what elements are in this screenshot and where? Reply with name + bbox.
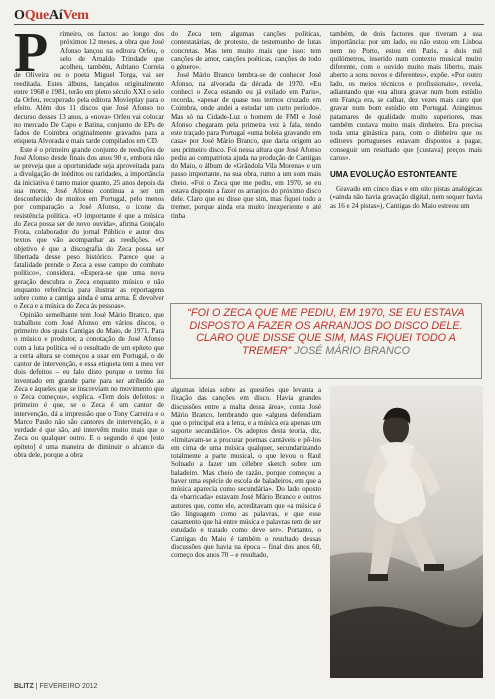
paragraph: Gravado em cinco dias e em oito pistas analógicas («ainda não havia gravação digital, nem sequer havia as 16 e 24 pistas»), Cantigas do Maio estreou um <box>330 185 482 210</box>
pull-quote-attribution: JOSÉ MÁRIO BRANCO <box>294 344 410 357</box>
paragraph: algumas ideias sobre as questões que levanta a fixação das canções em disco. Havia grandes discussões entre a malta dessa área», conta José Mário Branco, lembrando que «alguns defendiam que o principal era a letra, e a música era apenas um suporte secundário». Os adeptos desta teoria, diz, «limitavam-se a procurar poemas cantáveis e pô-los em cima de uma música qualquer, secundarizando totalmente a parte musical, o que levou o Raul Solnado a fazer um célebre sketch sobre um baladeiro. Mas cheio de razão, porque começou a haver uma espécie de escola de baladeiros, em que a música aparecia como secundária». Do lado oposto da «barricada» estavam José Mário Branco e outros autores que, como ele, acreditavam que «a música é tão linguagem como as palavras, e que esse casamento que há entre música e palavras tem de ser estudado e tratado como deve ser». Portanto, o Cantigas do Maio é também o resultado dessas discussões que havia na época – final dos anos 60, começo dos anos 70 – e resultado, <box>171 386 321 559</box>
separator: | <box>35 683 40 690</box>
pull-quote <box>170 303 482 379</box>
title-word-ai: Aí <box>49 8 63 23</box>
page-footer <box>14 683 484 695</box>
article-column-3 <box>330 30 482 298</box>
title-word-que: Que <box>24 8 49 23</box>
artist-photo <box>330 386 483 678</box>
paragraph: José Mário Branco lembra-se de conhecer José Afonso, na alvorada da década de 1970. «Eu conheci o Zeca estando eu já exilado em Paris», recorda, «apesar de quase nos termos cruzado em Coimbra, onde andei a estudar um curto período». Mas só na Cidade-Luz o homem de FMI e José Afonso chegaram pela primeira vez à fala, tendo este traçado para Portugal «uma boleia gravando em casa» por José Mário Branco, que daria origem ao seu primeiro disco. Foi nessa altura que José Afonso pediu ao compatriota ajuda na produção de Cantigas do Maio, o álbum de «Grândola Vila Morena» e um passo importante, na sua obra, rumo a um som mais cheio. «Foi o Zeca que me pediu, em 1970, se eu estava disposto a fazer os arranjos do próximo disco dele. Claro que eu disse que sim, mas fiquei todo a tremer, porque ainda era muito inexperiente e até tinha <box>171 71 321 220</box>
pull-quote-text: “FOI O ZECA QUE ME PEDIU, EM 1970, SE EU ESTAVA DISPOSTO A FAZER OS ARRANJOS DO DISCO DELE. CLARO QUE DISSE QUE SIM, MAS FIQUEI TODO A TREMER” <box>187 307 465 357</box>
artist-photo-illustration <box>330 386 483 678</box>
issue-date: FEVEREIRO 2012 <box>39 683 98 690</box>
article-column-4 <box>171 386 321 678</box>
title-word-vem: Vem <box>62 8 89 23</box>
section-header <box>14 6 484 26</box>
header-divider <box>14 24 484 25</box>
drop-cap: P <box>14 30 49 84</box>
article-column-2 <box>171 30 321 298</box>
subheading: UMA EVOLUÇÃO ESTONTEANTE <box>330 170 458 179</box>
paragraph: Opinião semelhante tem José Mário Branco, que trabalhou com José Afonso em vários discos, o primeiro dos quais Cantigas do Maio, de 1971. Para o músico e produtor, a conotação de José Afonso com a luta política «é o resultado de um epíteto que a certa altura se começou a usar em Portugal, o de cantor de intervenção, e essa etiqueta tem a meu ver dois defeitos – eu falo disto porque o termo foi inventado em grande parte para ser atribuído ao Zeca e àqueles que se inscreviam no movimento que o Zeca começou», explica. «Tem dois defeitos: o primeiro é que, se o Zeca é um cantor de intervenção, dá a impressão que o Tony Carreira e o Marco Paulo não são cantores de intervenção, e a verdade é que são, até intervêm muito mais que o Zeca ou qualquer outro. E o segundo é que [este epíteto] é uma maneira de diminuir o alcance da obra dele, porque a obra <box>14 310 164 459</box>
article-column-1 <box>14 30 164 678</box>
article-intro <box>14 30 164 146</box>
magazine-name: BLITZ <box>14 683 34 690</box>
paragraph: também, de dois factores que tiveram a sua importância: por um lado, eu não estou em Lisboa nem no Porto, estou em Paris, a dois mil quilómetros, inserido num contexto musical muito diferente, com o ouvido muito mais liberto, mais aberto a sons novos e diferentes», expõe. «Por outro lado, os meios técnicos e profissionais», revela, adiantando que «na altura gravar num bom estúdio em França era, se calhar, dez vezes mais caro que gravar num bom estúdio em Portugal. Atingimos patamares de qualidade muito superiores, mas também custava muito mais dinheiro. Era precisa toda uma ginástica para, com o dinheiro que os editores portugueses estavam dispostos a pagar, conseguir um resultado que [custava] preços mais caros». <box>330 30 482 162</box>
paragraph: rimeiro, os factos: ao longo dos próximos 12 meses, a obra que José Afonso lançou na editora Orfeu, o selo de Arnaldo Trindade que acolheu, também, Adriano Correia de Oliveira ou o poeta Miguel Torga, vai ser reeditada. Estes álbuns, lançados originalmente entre 1968 e 1981, terão em pleno século XXI o selo da Orfeu, recuperado pela editora Movieplay para o efeito. Além dos 11 discos que José Afonso no decurso desses 13 anos, a «nova» Orfeu vai colocar no mercado De Capo e Batina, conjunto de EPs de fados de Coimbra originalmente gravados para a etiqueta Alvorada e mais tarde compilados em CD. <box>14 30 164 146</box>
section-title <box>14 8 89 23</box>
paragraph: do Zeca tem algumas canções políticas, contestatárias, de protesto, de testemunho de lutas concretas. Mas tem muito mais que isso: tem canções de amor, canções poéticas, canções de todo o género». <box>171 30 321 71</box>
title-word-o: O <box>14 8 25 23</box>
paragraph: Este é o primeiro grande conjunto de reedições de José Afonso desde finais dos anos 90 e, embora não se preveja que a oportunidade seja aproveitada para a divulgação de inéditos ou raridades, a importância da iniciativa é tanto maior quanto, 25 anos depois da sua morte, José Afonso continua a ser um desconhecido de muitos em Portugal, pelo menos por comparação a José Afonso, o ícone da resistência política. «O importante é que a música do Zeca possa ser de novo ouvida», afirma Gonçalo Frota, colaborador do jornal Público e autor dos textos que vão acompanhar as reedições. «O objetivo é que a discografia do Zeca possa ser libertada desse peso histórico. Parece que a fatalidade prende o Zeca a esse campo do combate político», considera. «Espera-se que uma nova geração descubra o Zeca enquanto músico e não enquanto referência para ilustrar as reportagens sobre como a cantiga ainda é uma arma. É devolver o Zeca e a música do Zeca às pessoas». <box>14 145 164 311</box>
